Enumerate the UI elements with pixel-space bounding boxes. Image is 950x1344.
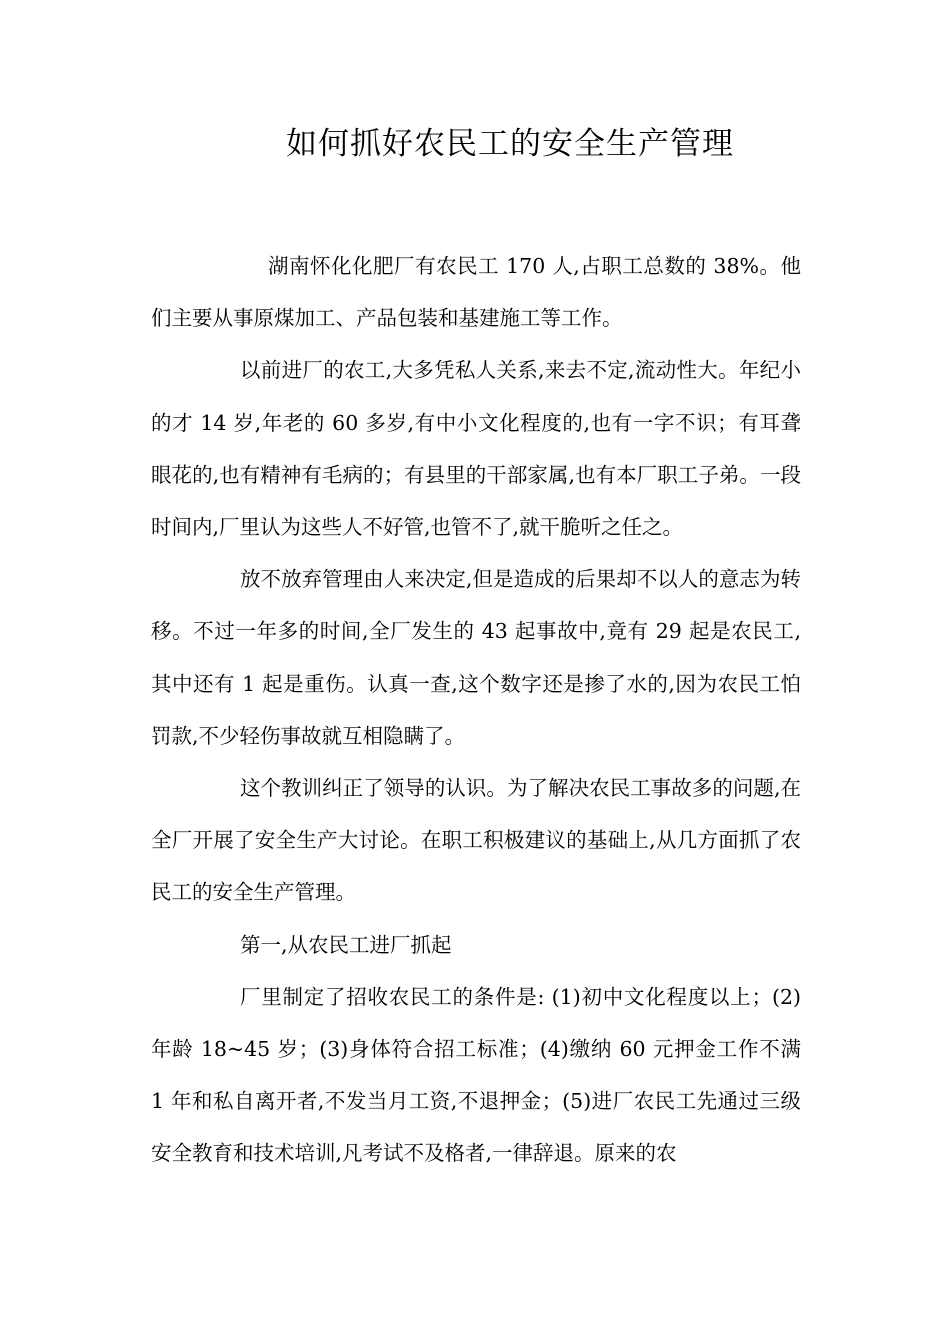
document-title: 如何抓好农民工的安全生产管理 [286,126,734,162]
paragraph-background: 以前进厂的农工,大多凭私人关系,来去不定,流动性大。年纪小的才 14 岁,年老的 60 多岁,有中小文化程度的,也有一字不识；有耳聋眼花的,也有精神有毛病的；有县里的干部家属,也有本厂职工子弟。一段时间内,厂里认为这些人不好管,也管不了,就干脆听之任之。 [151,358,801,540]
paragraph-lesson: 这个教训纠正了领导的认识。为了解决农民工事故多的问题,在全厂开展了安全生产大讨论。在职工积极建议的基础上,从几方面抓了农民工的安全生产管理。 [151,776,801,905]
paragraph-intro: 湖南怀化化肥厂有农民工 170 人,占职工总数的 38%。他们主要从事原煤加工、产品包装和基建施工等工作。 [151,254,801,331]
section-heading-first: 第一,从农民工进厂抓起 [240,932,452,957]
paragraph-consequences: 放不放弃管理由人来决定,但是造成的后果却不以人的意志为转移。不过一年多的时间,全厂发生的 43 起事故中,竟有 29 起是农民工,其中还有 1 起是重伤。认真一查,这个数字还是掺了水的,因为农民工怕罚款,不少轻伤事故就互相隐瞒了。 [151,567,801,748]
paragraph-hiring-conditions: 厂里制定了招收农民工的条件是: (1)初中文化程度以上；(2)年龄 18~45 岁；(3)身体符合招工标准；(4)缴纳 60 元押金工作不满 1 年和私自离开者,不发当月工资,不退押金；(5)进厂农民工先通过三级安全教育和技术培训,凡考试不及格者,一律辞退。原来的农 [151,984,801,1166]
document-body [151,240,801,1180]
